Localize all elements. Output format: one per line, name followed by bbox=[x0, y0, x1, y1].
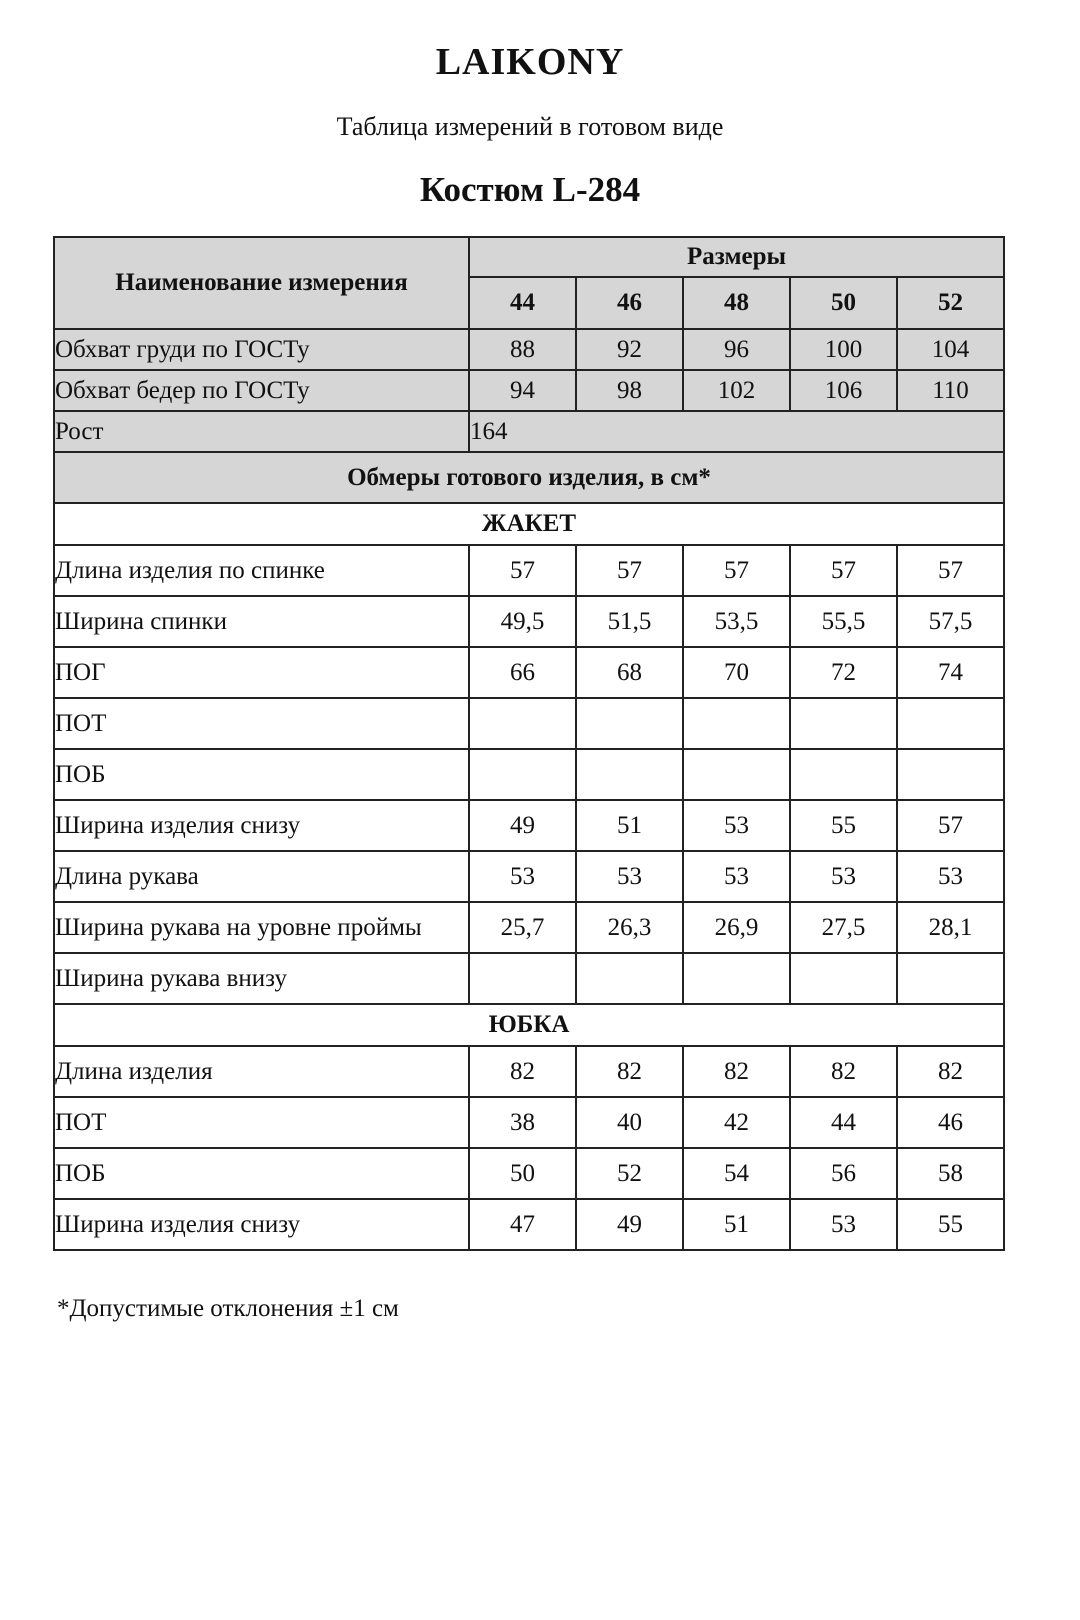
value-cell: 54 bbox=[683, 1148, 790, 1199]
table-row bbox=[54, 329, 1004, 370]
value-cell: 72 bbox=[790, 647, 897, 698]
size-header-cell: 44 bbox=[469, 277, 576, 329]
table-row bbox=[54, 902, 1004, 953]
measurements-title-row bbox=[54, 452, 1004, 503]
value-cell: 57,5 bbox=[897, 596, 1004, 647]
value-cell: 96 bbox=[683, 329, 790, 370]
value-cell: 57 bbox=[790, 545, 897, 596]
value-cell: 40 bbox=[576, 1097, 683, 1148]
value-cell: 26,9 bbox=[683, 902, 790, 953]
footnote: *Допустимые отклонения ±1 см bbox=[57, 1295, 399, 1322]
value-cell bbox=[897, 749, 1004, 800]
value-cell: 92 bbox=[576, 329, 683, 370]
header-row bbox=[54, 237, 1004, 277]
row-label: ПОТ bbox=[54, 698, 469, 749]
row-label: ПОГ bbox=[54, 647, 469, 698]
table-row bbox=[54, 647, 1004, 698]
table-row bbox=[54, 1148, 1004, 1199]
table-row bbox=[54, 1097, 1004, 1148]
row-label: ПОТ bbox=[54, 1097, 469, 1148]
size-header-cell: 46 bbox=[576, 277, 683, 329]
size-chart-table bbox=[53, 236, 1005, 1251]
value-cell: 94 bbox=[469, 370, 576, 411]
table-row bbox=[54, 749, 1004, 800]
value-cell: 56 bbox=[790, 1148, 897, 1199]
value-cell: 98 bbox=[576, 370, 683, 411]
value-cell: 52 bbox=[576, 1148, 683, 1199]
value-cell bbox=[469, 749, 576, 800]
value-cell: 53 bbox=[897, 851, 1004, 902]
value-cell: 46 bbox=[897, 1097, 1004, 1148]
value-cell: 57 bbox=[897, 545, 1004, 596]
row-label: Рост bbox=[54, 411, 469, 452]
sizes-header: Размеры bbox=[469, 237, 1004, 277]
jacket-section-title: ЖАКЕТ bbox=[54, 503, 1004, 545]
value-cell: 47 bbox=[469, 1199, 576, 1250]
value-cell: 110 bbox=[897, 370, 1004, 411]
value-cell: 51,5 bbox=[576, 596, 683, 647]
size-header-cell: 50 bbox=[790, 277, 897, 329]
value-cell: 82 bbox=[790, 1046, 897, 1097]
row-label: Длина изделия bbox=[54, 1046, 469, 1097]
value-cell bbox=[790, 953, 897, 1004]
value-cell bbox=[790, 749, 897, 800]
section-title-row bbox=[54, 503, 1004, 545]
value-cell bbox=[790, 698, 897, 749]
value-cell: 70 bbox=[683, 647, 790, 698]
row-label: Ширина изделия снизу bbox=[54, 1199, 469, 1250]
table-row bbox=[54, 545, 1004, 596]
row-label: Ширина рукава внизу bbox=[54, 953, 469, 1004]
value-cell: 58 bbox=[897, 1148, 1004, 1199]
row-label: ПОБ bbox=[54, 749, 469, 800]
skirt-section-title: ЮБКА bbox=[54, 1004, 1004, 1046]
value-cell bbox=[683, 749, 790, 800]
value-cell: 82 bbox=[576, 1046, 683, 1097]
value-cell: 53 bbox=[790, 1199, 897, 1250]
value-cell: 53,5 bbox=[683, 596, 790, 647]
value-cell: 51 bbox=[683, 1199, 790, 1250]
size-header-cell: 52 bbox=[897, 277, 1004, 329]
value-cell: 44 bbox=[790, 1097, 897, 1148]
value-cell bbox=[469, 953, 576, 1004]
value-cell: 82 bbox=[683, 1046, 790, 1097]
value-cell: 57 bbox=[683, 545, 790, 596]
value-cell bbox=[576, 953, 683, 1004]
value-cell: 55,5 bbox=[790, 596, 897, 647]
value-cell: 53 bbox=[576, 851, 683, 902]
table-row bbox=[54, 1046, 1004, 1097]
value-cell: 51 bbox=[576, 800, 683, 851]
value-cell: 102 bbox=[683, 370, 790, 411]
product-title: Костюм L-284 bbox=[419, 170, 641, 209]
value-cell: 106 bbox=[790, 370, 897, 411]
value-cell: 82 bbox=[897, 1046, 1004, 1097]
section-title-row bbox=[54, 1004, 1004, 1046]
size-header-cell: 48 bbox=[683, 277, 790, 329]
document-subtitle: Таблица измерений в готовом виде bbox=[336, 112, 724, 141]
value-cell: 100 bbox=[790, 329, 897, 370]
value-cell: 55 bbox=[790, 800, 897, 851]
value-cell: 38 bbox=[469, 1097, 576, 1148]
value-cell: 82 bbox=[469, 1046, 576, 1097]
value-cell: 27,5 bbox=[790, 902, 897, 953]
value-cell: 49,5 bbox=[469, 596, 576, 647]
row-label: Ширина изделия снизу bbox=[54, 800, 469, 851]
row-label: Длина изделия по спинке bbox=[54, 545, 469, 596]
value-cell: 49 bbox=[469, 800, 576, 851]
table-row bbox=[54, 851, 1004, 902]
table-row bbox=[54, 596, 1004, 647]
row-label: ПОБ bbox=[54, 1148, 469, 1199]
value-cell: 53 bbox=[683, 800, 790, 851]
height-row bbox=[54, 411, 1004, 452]
row-label: Ширина рукава на уровне проймы bbox=[54, 902, 469, 953]
value-cell: 49 bbox=[576, 1199, 683, 1250]
value-cell: 57 bbox=[469, 545, 576, 596]
row-label: Длина рукава bbox=[54, 851, 469, 902]
table-row bbox=[54, 953, 1004, 1004]
table-row bbox=[54, 370, 1004, 411]
height-value: 164 bbox=[469, 411, 1004, 452]
value-cell: 104 bbox=[897, 329, 1004, 370]
table-row bbox=[54, 800, 1004, 851]
row-label: Обхват груди по ГОСТу bbox=[54, 329, 469, 370]
value-cell: 55 bbox=[897, 1199, 1004, 1250]
value-cell: 66 bbox=[469, 647, 576, 698]
brand-title: LAIKONY bbox=[435, 41, 625, 83]
value-cell bbox=[576, 698, 683, 749]
value-cell: 50 bbox=[469, 1148, 576, 1199]
measurement-name-header: Наименование измерения bbox=[54, 237, 469, 329]
row-label: Ширина спинки bbox=[54, 596, 469, 647]
value-cell bbox=[683, 953, 790, 1004]
value-cell bbox=[683, 698, 790, 749]
table-row bbox=[54, 1199, 1004, 1250]
value-cell: 68 bbox=[576, 647, 683, 698]
value-cell: 53 bbox=[469, 851, 576, 902]
value-cell bbox=[897, 953, 1004, 1004]
value-cell: 42 bbox=[683, 1097, 790, 1148]
value-cell: 28,1 bbox=[897, 902, 1004, 953]
table-row bbox=[54, 698, 1004, 749]
value-cell: 88 bbox=[469, 329, 576, 370]
value-cell: 53 bbox=[683, 851, 790, 902]
value-cell: 25,7 bbox=[469, 902, 576, 953]
value-cell: 57 bbox=[897, 800, 1004, 851]
value-cell bbox=[897, 698, 1004, 749]
value-cell: 53 bbox=[790, 851, 897, 902]
value-cell bbox=[576, 749, 683, 800]
value-cell: 57 bbox=[576, 545, 683, 596]
value-cell: 74 bbox=[897, 647, 1004, 698]
row-label: Обхват бедер по ГОСТу bbox=[54, 370, 469, 411]
measurements-title: Обмеры готового изделия, в см* bbox=[54, 452, 1004, 503]
value-cell: 26,3 bbox=[576, 902, 683, 953]
value-cell bbox=[469, 698, 576, 749]
